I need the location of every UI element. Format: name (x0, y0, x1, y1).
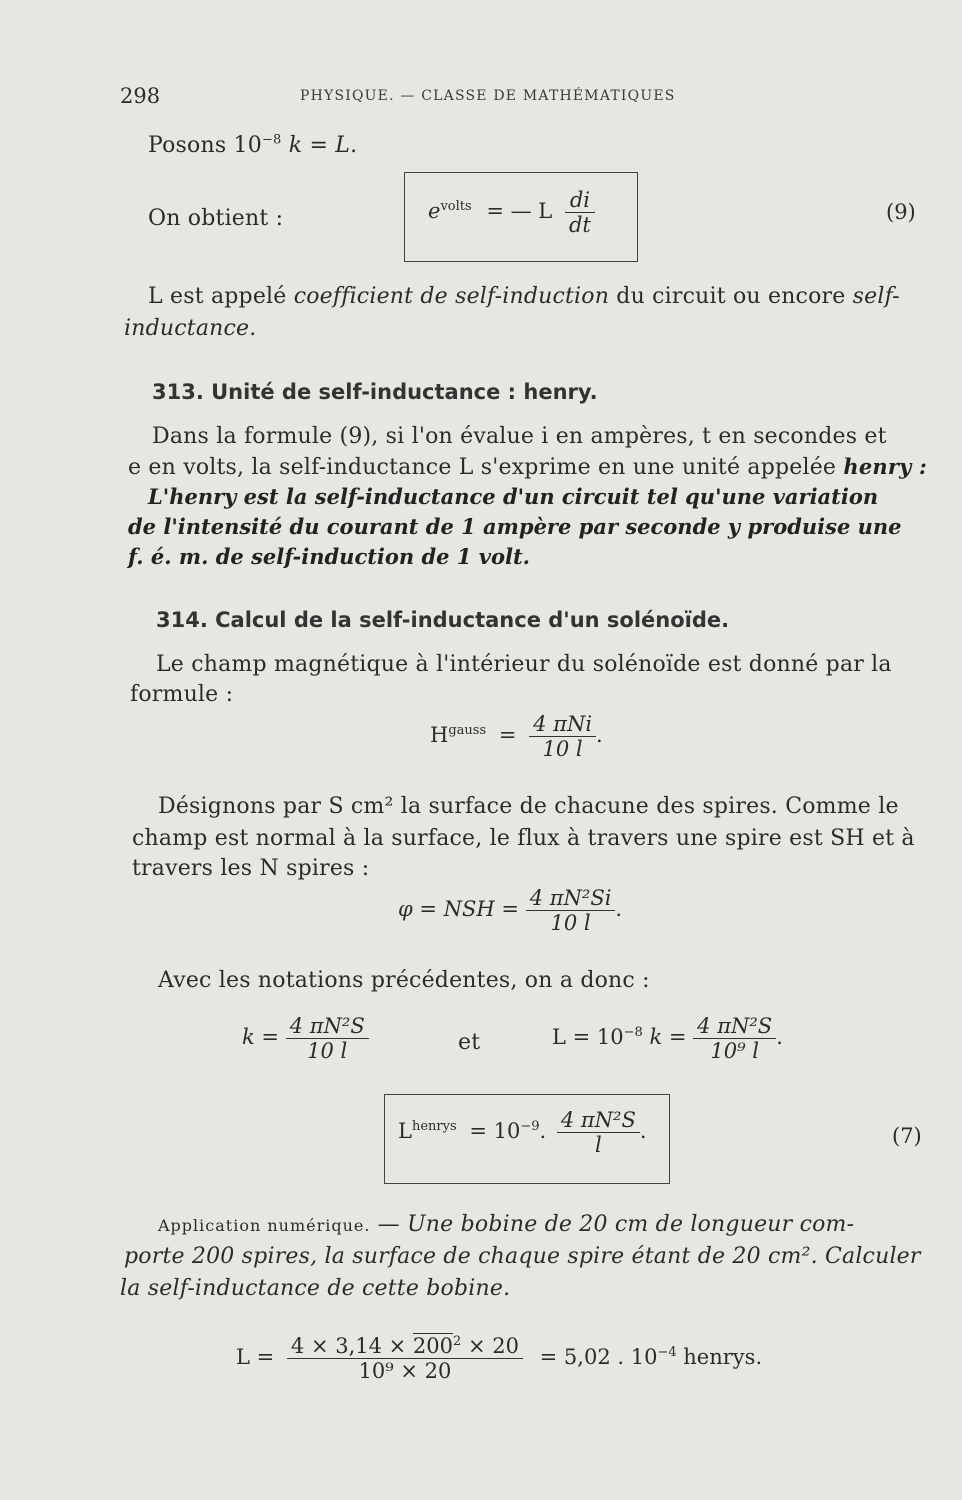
phi-formula: φ = NSH = $\frac{\text{4 πN²Si}}{10 l}$ . (398, 886, 623, 935)
on-obtient-label: On obtient : (148, 206, 284, 231)
henry-definition-line1: L'henry est la self-inductance d'un circuit tel qu'une variation (148, 484, 879, 509)
sec314-line3: Désignons par S cm² la surface de chacune des spires. Comme le (158, 794, 899, 819)
running-title: PHYSIQUE. — CLASSE DE MATHÉMATIQUES (300, 88, 676, 104)
henry-definition-line3: f. é. m. de self-induction de 1 volt. (128, 544, 530, 569)
numeric-calculation: L = $\frac{4 \times 3,14 \times 200^2 \times 20}{\text{10⁹ × 20}}$ = 5,02 . $10^{-4}$ henrys. (236, 1334, 763, 1383)
equation-9-number: (9) (886, 200, 916, 224)
h-gauss-formula: $H^{gauss}$ = $\frac{\text{4 πNi}}{10 l}$ . (430, 712, 603, 761)
section-313-title: 313. Unité de self-inductance : henry. (152, 380, 598, 404)
application-line1: Application numérique. — Une bobine de 20 cm de longueur com- (158, 1212, 855, 1237)
page-number: 298 (120, 84, 161, 108)
sec314-line1: Le champ magnétique à l'intérieur du solénoïde est donné par la (156, 652, 892, 677)
equation-9: $e^{volts}$ = — L $\frac{di}{dt}$ (428, 188, 595, 237)
sec313-line1: Dans la formule (9), si l'on évalue i en ampères, t en secondes et (152, 424, 887, 449)
sec313-line2: e en volts, la self-inductance L s'exprime en une unité appelée henry : (128, 454, 927, 480)
sec314-line4: champ est normal à la surface, le flux à travers une spire est SH et à (132, 826, 915, 851)
henry-definition-line2: de l'intensité du courant de 1 ampère par seconde y produise une (128, 514, 902, 539)
application-line3: la self-inductance de cette bobine. (120, 1276, 511, 1301)
posons-line: Posons $10^{-8}$ k = L. (148, 132, 358, 158)
sec314-line5: travers les N spires : (132, 856, 370, 881)
sec314-line6: Avec les notations précédentes, on a donc : (158, 968, 650, 993)
application-line2: porte 200 spires, la surface de chaque spire étant de 20 cm². Calculer (124, 1244, 921, 1269)
k-formula: k = $\frac{\text{4 πN²S}}{10 l}$ (242, 1014, 369, 1063)
equation-7: $L^{henrys} = 10^{-9}$. $\frac{\text{4 πN²S}}{l}$ . (398, 1108, 647, 1157)
para-self-induction-line2: inductance. (124, 316, 257, 341)
equation-7-number: (7) (892, 1124, 922, 1148)
et-connector: et (458, 1030, 481, 1055)
para-self-induction-line1: L est appelé coefficient de self-induction du circuit ou encore self- (148, 284, 900, 309)
L-formula: $L = 10^{-8}$ k = $\frac{\text{4 πN²S}}{\text{10⁹ l}}$ . (552, 1014, 783, 1063)
section-314-title: 314. Calcul de la self-inductance d'un solénoïde. (156, 608, 730, 632)
sec314-line2: formule : (130, 682, 234, 707)
